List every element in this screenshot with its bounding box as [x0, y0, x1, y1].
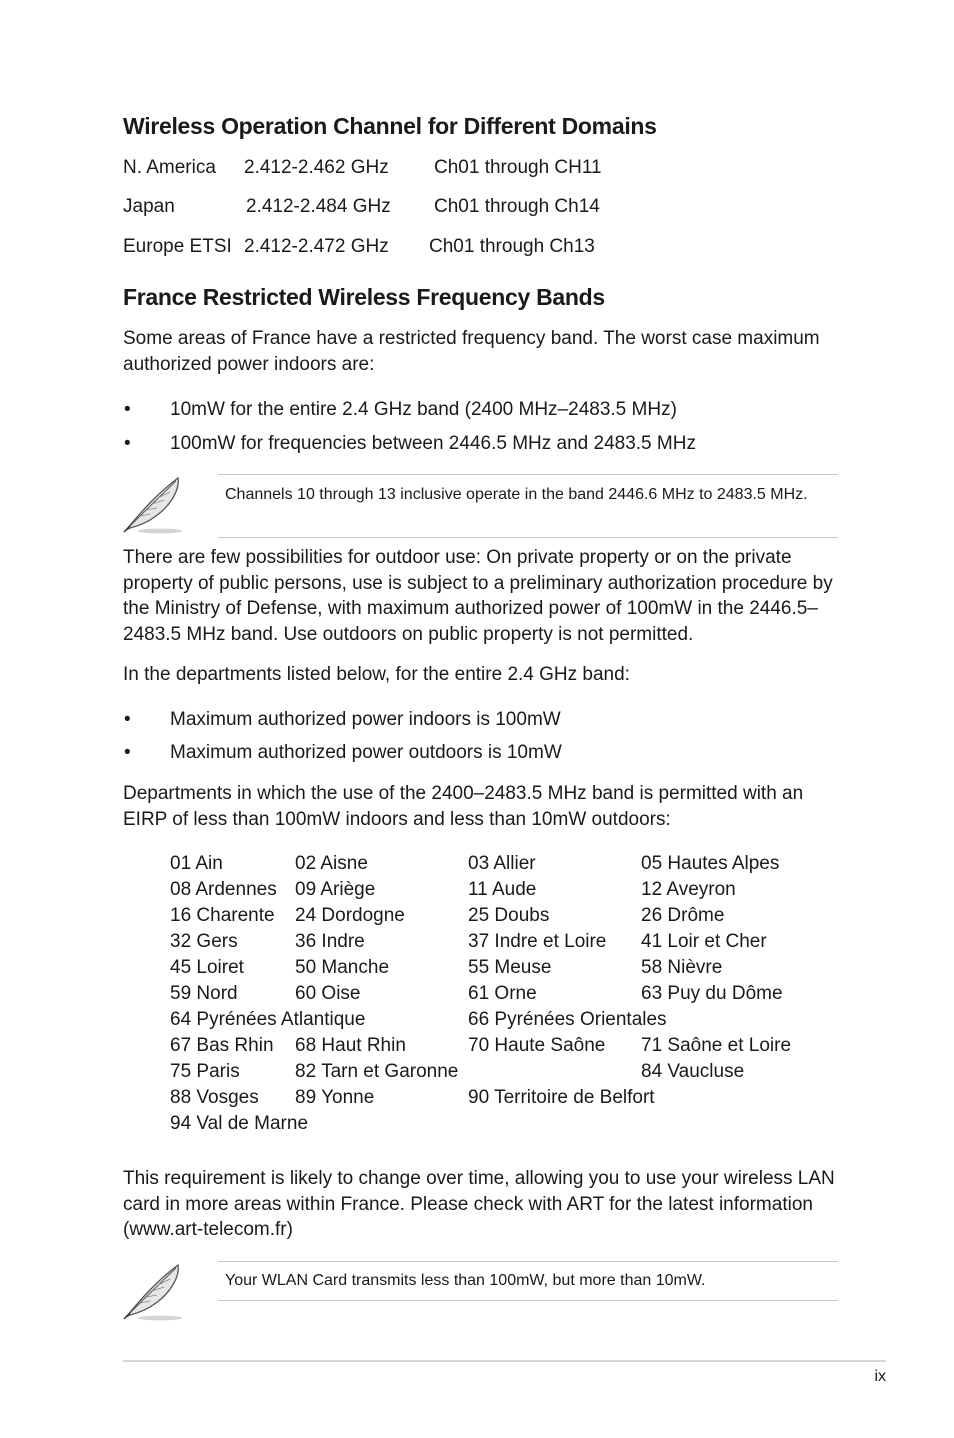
department-entry: 32 Gers [170, 931, 238, 952]
department-entry: 59 Nord [170, 983, 238, 1004]
department-entry: 64 Pyrénées Atlantique [170, 1009, 366, 1030]
department-entry: 37 Indre et Loire [468, 931, 607, 952]
department-entry: 94 Val de Marne [170, 1113, 309, 1134]
section-title-france: France Restricted Wireless Frequency Bands [123, 284, 605, 310]
departments-text: Departments in which the use of the 2400–2483.5 MHz band is permitted with an EIRP of less than 100mW indoors and less than 10mW outdoors: [123, 783, 804, 830]
department-entry: 41 Loir et Cher [641, 931, 767, 952]
channels-cell: Ch01 through CH11 [434, 157, 602, 178]
department-entry: 61 Orne [468, 983, 537, 1004]
bullet-item: Maximum authorized power indoors is 100mW [170, 709, 561, 730]
note-text: Your WLAN Card transmits less than 100mW, but more than 10mW. [225, 1272, 706, 1289]
bullet-item: 10mW for the entire 2.4 GHz band (2400 MHz–2483.5 MHz) [170, 399, 677, 420]
note-text: Channels 10 through 13 inclusive operate in the band 2446.6 MHz to 2483.5 MHz. [225, 486, 808, 503]
bullet-dot: • [124, 709, 131, 730]
department-entry: 66 Pyrénées Orientales [468, 1009, 667, 1030]
closing-text: This requirement is likely to change over time, allowing you to use your wireless LAN card in more areas within France. Please check with ART for the latest information (www.art-telecom.fr) [123, 1168, 835, 1240]
region-cell: Europe ETSI [123, 236, 232, 257]
freq-cell: 2.412-2.472 GHz [244, 236, 389, 257]
department-entry: 60 Oise [295, 983, 361, 1004]
department-entry: 75 Paris [170, 1061, 240, 1082]
region-cell: Japan [123, 196, 175, 217]
bullet-dot: • [124, 742, 131, 763]
section-title-channels: Wireless Operation Channel for Different Domains [123, 113, 657, 139]
departments-intro-text: In the departments listed below, for the entire 2.4 GHz band: [123, 664, 630, 685]
department-entry: 67 Bas Rhin [170, 1035, 274, 1056]
department-entry: 50 Manche [295, 957, 390, 978]
department-entry: 16 Charente [170, 905, 275, 926]
note-top-rule [218, 1261, 838, 1262]
department-entry: 36 Indre [295, 931, 365, 952]
outdoor-paragraph [123, 545, 843, 647]
bullet-item: 100mW for frequencies between 2446.5 MHz and 2483.5 MHz [170, 433, 696, 454]
freq-cell: 2.412-2.484 GHz [246, 196, 391, 217]
department-entry: 25 Doubs [468, 905, 550, 926]
freq-cell: 2.412-2.462 GHz [244, 157, 389, 178]
bullet-dot: • [124, 399, 131, 420]
channels-cell: Ch01 through Ch13 [429, 236, 595, 257]
footer-rule [123, 1360, 886, 1362]
department-entry: 70 Haute Saône [468, 1035, 606, 1056]
feather-pen-icon [120, 470, 186, 536]
closing-paragraph [123, 1166, 843, 1243]
department-entry: 58 Nièvre [641, 957, 723, 978]
region-cell: N. America [123, 157, 216, 178]
feather-pen-icon [120, 1257, 186, 1323]
department-entry: 03 Allier [468, 853, 536, 874]
department-entry: 84 Vaucluse [641, 1061, 745, 1082]
bullet-item: Maximum authorized power outdoors is 10mW [170, 742, 562, 763]
department-entry: 12 Aveyron [641, 879, 736, 900]
note-bottom-rule [218, 537, 838, 538]
department-entry: 55 Meuse [468, 957, 552, 978]
intro-paragraph [123, 326, 843, 377]
department-entry: 02 Aisne [295, 853, 368, 874]
outdoor-text: There are few possibilities for outdoor use: On private property or on the private property of public persons, use is subject to a preliminary authorization procedure by the Ministry of Defense, with maximum authorized power of 100mW in the 2446.5–2483.5 MHz band. Use outdoors on public property is not permitted. [123, 547, 833, 645]
department-entry: 90 Territoire de Belfort [468, 1087, 655, 1108]
channels-cell: Ch01 through Ch14 [434, 196, 600, 217]
departments-intro [123, 662, 843, 688]
department-entry: 88 Vosges [170, 1087, 259, 1108]
department-entry: 05 Hautes Alpes [641, 853, 780, 874]
department-entry: 26 Drôme [641, 905, 725, 926]
note-top-rule [218, 474, 838, 475]
department-entry: 63 Puy du Dôme [641, 983, 783, 1004]
page-number: ix [874, 1368, 886, 1385]
intro-text: Some areas of France have a restricted frequency band. The worst case maximum authorized power indoors are: [123, 328, 820, 375]
department-entry: 11 Aude [468, 879, 537, 900]
department-entry: 89 Yonne [295, 1087, 375, 1108]
department-entry: 45 Loiret [170, 957, 244, 978]
bullet-dot: • [124, 433, 131, 454]
department-entry: 82 Tarn et Garonne [295, 1061, 459, 1082]
department-entry: 08 Ardennes [170, 879, 277, 900]
department-entry: 68 Haut Rhin [295, 1035, 406, 1056]
department-entry: 01 Ain [170, 853, 223, 874]
departments-paragraph [123, 781, 843, 832]
department-entry: 24 Dordogne [295, 905, 405, 926]
department-entry: 71 Saône et Loire [641, 1035, 792, 1056]
department-entry: 09 Ariège [295, 879, 376, 900]
note-bottom-rule [218, 1300, 838, 1301]
